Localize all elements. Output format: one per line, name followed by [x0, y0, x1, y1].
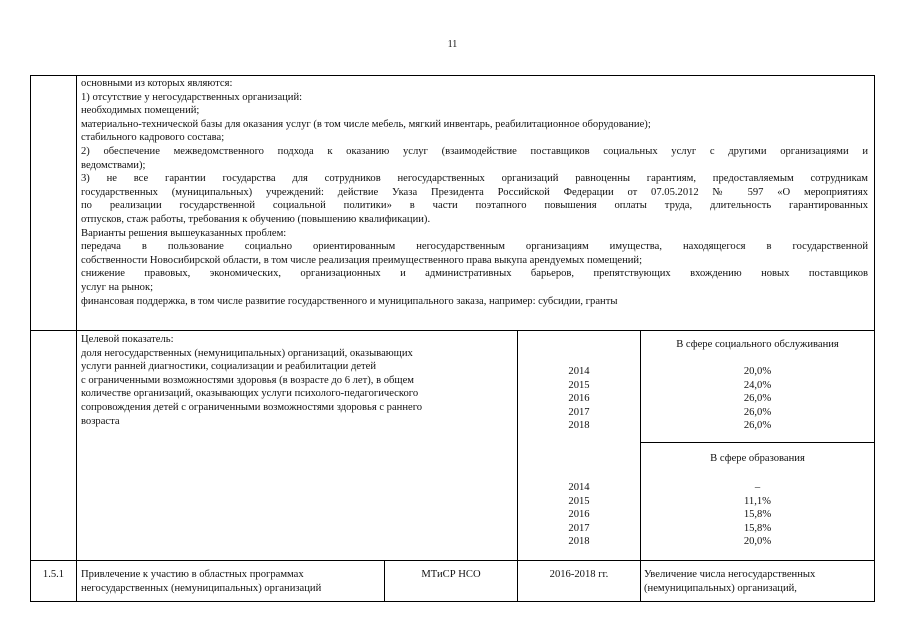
social-years-list: [518, 365, 640, 433]
year-cell: 2015: [568, 495, 590, 507]
text-line: материально-технической базы для оказания услуг (в том числе мебель, мягкий инвентарь, реабилитационное оборудование);: [81, 118, 651, 130]
text-line: стабильного кадрового состава;: [81, 132, 225, 144]
value-cell: 15,8%: [743, 509, 772, 521]
table-row-divider-1: [30, 330, 875, 331]
text-line: сопровождения детей с ограниченными возможностями здоровья с раннего: [81, 401, 423, 413]
education-values-list: [641, 481, 874, 549]
social-sphere-title: В сфере социального обслуживания: [676, 339, 839, 350]
period-cell: 2016-2018 гг.: [549, 569, 609, 580]
text-line: 1) отсутствие у негосударственных организаций:: [81, 91, 303, 103]
value-cell: 11,1%: [744, 495, 771, 507]
year-cell: 2014: [568, 366, 590, 377]
text-line: возраста: [81, 415, 120, 427]
text-line: финансовая поддержка, в том числе развитие государственного и муниципального заказа, например: субсидии, гранты: [81, 295, 618, 307]
table-border-bottom: [30, 601, 875, 602]
text-line: негосударственных (немуниципальных) организаций: [81, 582, 322, 594]
result-cell: [644, 568, 872, 595]
text-line: 3) не все гарантии государства для сотрудников негосударственных организаций равноценны гарантиям, предоставляемым сотрудникам: [81, 173, 868, 185]
table-row-divider-2: [30, 560, 875, 561]
text-line: 2) обеспечение межведомственного подхода к оказанию услуг (взаимодействие поставщиков социальных услуг с другими организациями и: [81, 145, 868, 157]
year-cell: 2016: [568, 393, 590, 405]
indicator-divider: [640, 442, 875, 443]
activity-cell: [81, 568, 381, 595]
table-border-right: [874, 75, 875, 602]
text-line: услуги ранней диагностики, социализации и реабилитации детей: [81, 361, 377, 373]
education-years-list: [518, 481, 640, 549]
education-sphere-title: В сфере образования: [710, 453, 805, 464]
text-line: государственных (муниципальных) учреждений: действие Указа Президента Российской Федерации от 07.05.2012 № 597 «О мероприятиях: [81, 186, 868, 198]
value-cell: 24,0%: [743, 379, 772, 391]
text-line: ведомствами);: [81, 159, 146, 171]
year-cell: 2014: [568, 482, 590, 493]
year-cell: 2015: [568, 379, 590, 391]
social-values-list: [641, 365, 874, 433]
value-cell: 26,0%: [743, 420, 772, 432]
value-cell: –: [754, 482, 761, 493]
year-cell: 2017: [568, 406, 590, 418]
text-line: необходимых помещений;: [81, 105, 200, 117]
text-line: отпусков, стаж работы, требования к обучению (повышению квалификации).: [81, 213, 431, 225]
value-cell: 26,0%: [743, 393, 772, 405]
year-cell: 2016: [568, 509, 590, 521]
text-line: основными из которых являются:: [81, 78, 233, 89]
text-line: собственности Новосибирской области, в том числе реализация преимущественного права выкупа арендуемых помещений;: [81, 254, 643, 266]
number-column-divider: [76, 75, 77, 602]
text-line: Варианты решения вышеуказанных проблем:: [81, 227, 287, 239]
value-cell: 26,0%: [743, 406, 772, 418]
text-line: (немуниципальных) организаций,: [644, 582, 797, 594]
text-line: по реализации государственной социальной политики» в части поэтапного повышения оплаты труда, длительность гарантированных: [81, 200, 868, 212]
text-line: снижение правовых, экономических, организационных и административных барьеров, препятствующих вхождению новых поставщиков: [81, 268, 868, 280]
text-line: Привлечение к участию в областных программах: [81, 569, 304, 580]
text-line: Увеличение числа негосударственных: [644, 569, 816, 580]
text-line: услуг на рынок;: [81, 281, 154, 293]
problems-text-block: [81, 77, 868, 308]
text-line: передача в пользование социально ориентированным негосударственным организациям имущества, находящегося в государственной: [81, 241, 868, 253]
indicator-heading: Целевой показатель:: [81, 334, 174, 345]
year-cell: 2018: [568, 536, 590, 548]
table-border-left: [30, 75, 31, 602]
text-line: количестве организаций, оказывающих услуги психолого-педагогического: [81, 388, 419, 400]
executor-cell: МТиСР НСО: [421, 569, 481, 580]
page-number: 11: [447, 39, 458, 50]
year-cell: 2018: [568, 420, 590, 432]
value-cell: 20,0%: [743, 536, 772, 548]
text-line: доля негосударственных (немуниципальных) организаций, оказывающих: [81, 347, 413, 359]
row-number: 1.5.1: [42, 569, 65, 580]
target-indicator-text: [81, 333, 513, 428]
text-line: с ограниченными возможностями здоровья (в возрасте до 6 лет), в общем: [81, 374, 414, 386]
year-cell: 2017: [568, 522, 590, 534]
table-border-top: [30, 75, 875, 76]
value-cell: 15,8%: [743, 522, 772, 534]
value-cell: 20,0%: [743, 366, 772, 377]
